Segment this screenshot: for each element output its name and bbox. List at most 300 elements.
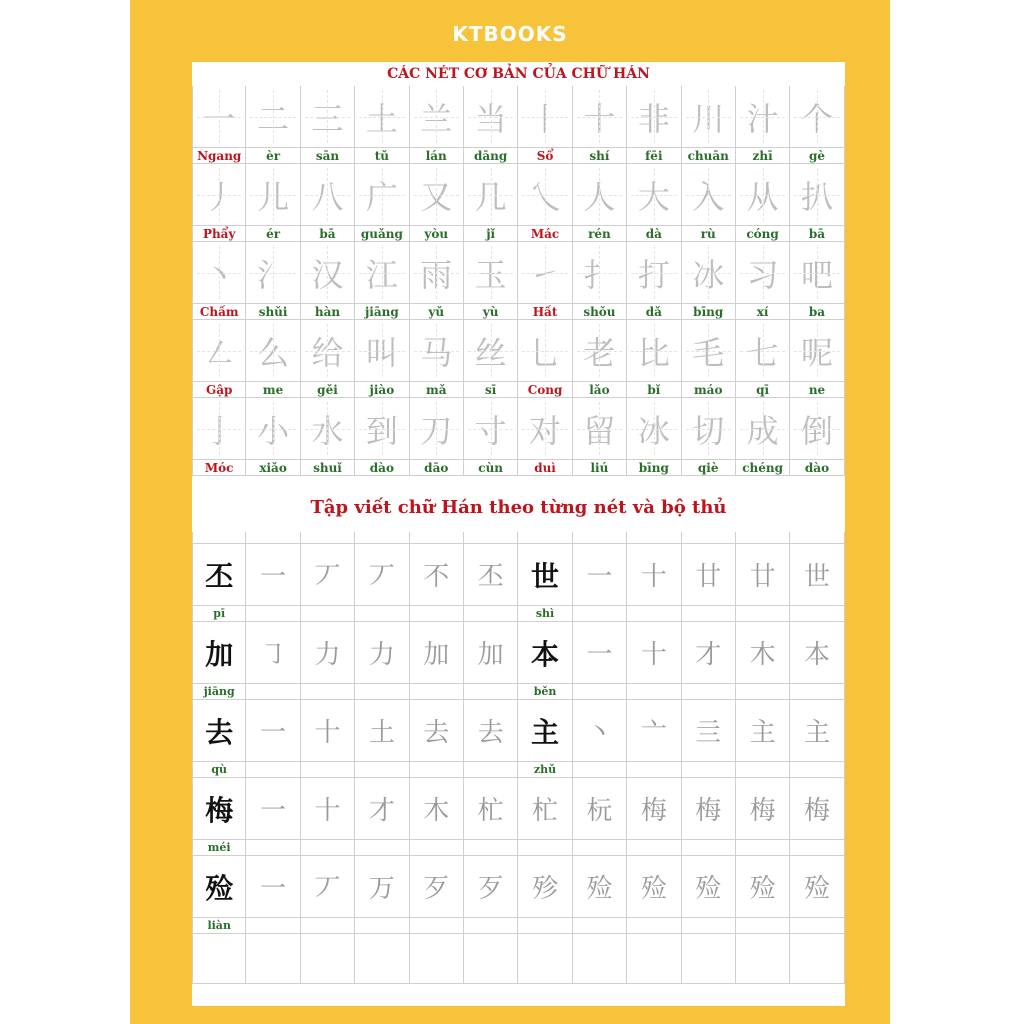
stroke-char-cell (464, 86, 518, 148)
stroke-char: 氵 (257, 255, 290, 294)
stroke-pinyin-cell (464, 460, 518, 476)
stroke-pinyin: gěi (317, 382, 338, 397)
stroke-pinyin: bā (319, 226, 336, 241)
tail-cell (627, 934, 681, 984)
stroke-char: 寸 (474, 411, 507, 450)
stroke-char: 乀 (529, 177, 562, 216)
spacer-cell (464, 532, 518, 544)
stroke-char-row (192, 164, 845, 226)
stroke-pinyin: mǎ (426, 382, 447, 397)
stroke-char-cell (573, 398, 627, 460)
spacer-cell (736, 532, 790, 544)
practice-cell (246, 544, 300, 606)
practice-cell (573, 778, 627, 840)
stroke-pinyin-cell (790, 460, 844, 476)
practice-main-char: 梅 (205, 793, 234, 827)
practice-stroke-step: 一 (260, 796, 287, 826)
stroke-pinyin: shǔi (258, 304, 288, 319)
stroke-char-cell (627, 164, 681, 226)
tail-cell (790, 934, 844, 984)
stroke-char-cell (518, 86, 572, 148)
practice-pinyin-cell (355, 606, 409, 622)
practice-cell (464, 856, 518, 918)
practice-pinyin-cell (246, 840, 300, 856)
practice-cell (246, 856, 300, 918)
tail-cell (682, 934, 736, 984)
practice-pinyin-cell (518, 762, 572, 778)
practice-cell (246, 622, 300, 684)
practice-main-char: 殓 (205, 871, 234, 905)
stroke-char: 川 (692, 99, 725, 138)
stroke-pinyin: yù (482, 304, 499, 319)
stroke-pinyin: bā (808, 226, 826, 241)
practice-pinyin-row (192, 840, 845, 856)
stroke-pinyin-cell (246, 460, 300, 476)
stroke-char-cell (355, 398, 409, 460)
stroke-pinyin-cell (246, 304, 300, 320)
stroke-pinyin: ba (808, 304, 826, 319)
practice-pinyin-cell (355, 684, 409, 700)
practice-stroke-step: 去 (423, 718, 450, 748)
stroke-pinyin-cell (627, 148, 681, 164)
stroke-pinyin: jiào (369, 382, 395, 397)
stroke-char-row (192, 242, 845, 304)
stroke-char: 江 (365, 255, 398, 294)
stroke-pinyin: Mác (530, 226, 560, 241)
stroke-pinyin-cell (736, 460, 790, 476)
stroke-char-cell (355, 242, 409, 304)
practice-pinyin-cell (410, 762, 464, 778)
stroke-char-cell (246, 242, 300, 304)
practice-stroke-step: 一 (260, 562, 287, 592)
stroke-char-cell (790, 320, 844, 382)
stroke-pinyin: dǎ (645, 304, 662, 319)
spacer-cell (627, 532, 681, 544)
stroke-pinyin: gè (808, 148, 825, 163)
stroke-char-cell (192, 242, 246, 304)
practice-pinyin-cell (246, 606, 300, 622)
practice-pinyin-cell (627, 684, 681, 700)
practice-stroke-step: 加 (477, 640, 504, 670)
practice-stroke-step: 万 (368, 874, 395, 904)
stroke-pinyin: ne (808, 382, 826, 397)
stroke-char: 儿 (257, 177, 290, 216)
practice-stroke-step: 廿 (695, 562, 722, 592)
stroke-pinyin-cell (682, 382, 736, 398)
spacer-cell (573, 532, 627, 544)
practice-pinyin-cell (192, 762, 246, 778)
stroke-pinyin: yǔ (428, 304, 445, 319)
practice-pinyin-cell (573, 918, 627, 934)
practice-cell (301, 856, 355, 918)
stroke-pinyin: sān (315, 148, 340, 163)
stroke-char-cell (464, 242, 518, 304)
stroke-char: 大 (637, 177, 670, 216)
stroke-pinyin: cóng (746, 226, 779, 241)
stroke-char-cell (246, 164, 300, 226)
practice-stroke-step: 加 (423, 640, 450, 670)
practice-pinyin-cell (246, 762, 300, 778)
stroke-char-cell (573, 242, 627, 304)
practice-main-char: 去 (205, 715, 234, 749)
stroke-char: 吧 (800, 255, 833, 294)
practice-pinyin-cell (573, 840, 627, 856)
practice-cell (410, 778, 464, 840)
practice-stroke-step: 才 (695, 640, 722, 670)
practice-pinyin-cell (192, 684, 246, 700)
practice-cell (627, 700, 681, 762)
practice-stroke-step: 不 (423, 562, 450, 592)
stroke-char: 冰 (692, 255, 725, 294)
stroke-char-cell (301, 242, 355, 304)
practice-cell (464, 700, 518, 762)
stroke-pinyin: Chấm (199, 304, 239, 319)
practice-cell (355, 622, 409, 684)
practice-pinyin-row (192, 918, 845, 934)
stroke-char: 非 (637, 99, 670, 138)
stroke-char: 丝 (474, 333, 507, 372)
stroke-char-cell (410, 398, 464, 460)
practice-pinyin-cell (518, 840, 572, 856)
practice-cell (410, 622, 464, 684)
stroke-pinyin-cell (736, 382, 790, 398)
practice-pinyin-cell (410, 918, 464, 934)
practice-cell (355, 700, 409, 762)
practice-cell (736, 856, 790, 918)
stroke-pinyin-cell (627, 304, 681, 320)
stroke-char: 丨 (529, 99, 562, 138)
stroke-char: 雨 (420, 255, 453, 294)
practice-pinyin-cell (790, 684, 844, 700)
practice-pinyin-cell (301, 684, 355, 700)
stroke-pinyin-row (192, 382, 845, 398)
practice-cell (736, 778, 790, 840)
practice-cell (682, 622, 736, 684)
practice-main-char: 本 (531, 637, 560, 671)
practice-cell (410, 700, 464, 762)
stroke-char: 一 (203, 99, 236, 138)
stroke-char: 冰 (637, 411, 670, 450)
practice-pinyin-cell (518, 684, 572, 700)
stroke-char: 人 (583, 177, 616, 216)
stroke-char: 对 (529, 411, 562, 450)
stroke-char-cell (790, 164, 844, 226)
practice-pinyin-cell (464, 684, 518, 700)
stroke-pinyin: guǎng (360, 226, 403, 241)
stroke-char-cell (464, 320, 518, 382)
stroke-char: 毛 (692, 333, 725, 372)
stroke-char: 丶 (203, 255, 236, 294)
practice-pinyin-cell (301, 606, 355, 622)
practice-pinyin-cell (682, 918, 736, 934)
spacer-cell (192, 532, 246, 544)
stroke-pinyin: bīng (638, 460, 669, 475)
practice-cell (682, 544, 736, 606)
stroke-char: 叫 (365, 333, 398, 372)
stroke-pinyin: Sổ (536, 148, 554, 163)
stroke-pinyin-cell (573, 304, 627, 320)
practice-cell (192, 622, 246, 684)
practice-stroke-step: 丆 (314, 874, 341, 904)
stroke-char: 马 (420, 333, 453, 372)
practice-cell (410, 544, 464, 606)
practice-pinyin: méi (207, 841, 231, 854)
practice-stroke-step: 殓 (586, 874, 613, 904)
stroke-char-cell (682, 320, 736, 382)
practice-pinyin-cell (682, 684, 736, 700)
stroke-char-cell (246, 398, 300, 460)
stroke-pinyin-row (192, 304, 845, 320)
stroke-char-cell (518, 242, 572, 304)
tail-cell (301, 934, 355, 984)
stroke-char: 刀 (420, 411, 453, 450)
stroke-char: 兰 (420, 99, 453, 138)
practice-pinyin-cell (518, 606, 572, 622)
practice-cell (736, 544, 790, 606)
stroke-char-cell (355, 164, 409, 226)
stroke-pinyin-cell (682, 226, 736, 242)
stroke-pinyin: Ngang (197, 148, 242, 163)
practice-cell (736, 622, 790, 684)
spacer-cell (790, 532, 844, 544)
practice-cell (790, 544, 844, 606)
practice-pinyin: jiāng (203, 685, 235, 698)
practice-pinyin-cell (192, 606, 246, 622)
practice-cell (627, 622, 681, 684)
stroke-pinyin: lán (425, 148, 447, 163)
practice-stroke-step: 十 (314, 796, 341, 826)
stroke-pinyin-cell (301, 382, 355, 398)
stroke-pinyin: dào (369, 460, 394, 475)
practice-pinyin-cell (410, 606, 464, 622)
tail-cell (573, 934, 627, 984)
stroke-char-cell (627, 86, 681, 148)
stroke-char: 扒 (800, 177, 833, 216)
stroke-char-cell (573, 164, 627, 226)
stroke-pinyin-cell (682, 148, 736, 164)
stroke-char-cell (192, 164, 246, 226)
practice-cell (790, 622, 844, 684)
practice-stroke-step: 木 (749, 640, 776, 670)
stroke-pinyin-row (192, 460, 845, 476)
stroke-pinyin-cell (355, 382, 409, 398)
stroke-char-cell (410, 320, 464, 382)
practice-cell (192, 778, 246, 840)
stroke-char-cell (573, 86, 627, 148)
spacer-cell (410, 532, 464, 544)
stroke-pinyin-cell (192, 304, 246, 320)
practice-pinyin-row (192, 606, 845, 622)
practice-stroke-step: 主 (803, 718, 830, 748)
stroke-char: 八 (311, 177, 344, 216)
practice-pinyin-cell (790, 918, 844, 934)
practice-pinyin-row (192, 762, 845, 778)
stroke-char: 乚 (529, 333, 562, 372)
practice-stroke-step: 殓 (803, 874, 830, 904)
practice-cell (573, 622, 627, 684)
stroke-char-cell (736, 320, 790, 382)
stroke-pinyin: Cong (527, 382, 563, 397)
stroke-char-row (192, 398, 845, 460)
practice-cell (627, 856, 681, 918)
section2-title: Tập viết chữ Hán theo từng nét và bộ thủ (310, 497, 727, 518)
practice-pinyin-cell (573, 606, 627, 622)
stroke-pinyin-cell (464, 226, 518, 242)
practice-stroke-step: 杧 (477, 796, 504, 826)
stroke-pinyin-cell (410, 460, 464, 476)
stroke-pinyin-cell (355, 226, 409, 242)
practice-cell (573, 544, 627, 606)
stroke-pinyin-cell (301, 226, 355, 242)
stroke-pinyin: lǎo (589, 382, 610, 397)
stroke-pinyin-cell (736, 304, 790, 320)
practice-cell (518, 700, 572, 762)
stroke-pinyin: dāng (474, 148, 508, 163)
practice-cell (518, 778, 572, 840)
stroke-pinyin-row (192, 148, 845, 164)
stroke-char-cell (301, 164, 355, 226)
stroke-pinyin-cell (573, 382, 627, 398)
practice-stroke-step: 一 (586, 562, 613, 592)
stroke-pinyin-cell (355, 148, 409, 164)
practice-row (192, 544, 845, 606)
practice-stroke-step: 一 (586, 640, 613, 670)
stroke-char-cell (736, 398, 790, 460)
practice-pinyin-cell (301, 918, 355, 934)
stroke-pinyin: bīng (693, 304, 724, 319)
stroke-pinyin-cell (682, 304, 736, 320)
stroke-char-cell (246, 320, 300, 382)
stroke-char-cell (790, 86, 844, 148)
practice-cell (246, 778, 300, 840)
practice-stroke-step: 梅 (640, 796, 667, 826)
stroke-pinyin-cell (518, 148, 572, 164)
practice-row (192, 778, 845, 840)
practice-cell (192, 856, 246, 918)
stroke-char: 丿 (203, 177, 236, 216)
stroke-char: 几 (474, 177, 507, 216)
practice-pinyin-cell (736, 606, 790, 622)
practice-stroke-step: 梅 (803, 796, 830, 826)
practice-stroke-step: 杬 (586, 796, 613, 826)
stroke-char-cell (736, 86, 790, 148)
stroke-char-cell (790, 242, 844, 304)
practice-pinyin-cell (464, 762, 518, 778)
stroke-char-cell (627, 398, 681, 460)
practice-cell (464, 622, 518, 684)
stroke-char: 呢 (800, 333, 833, 372)
stroke-char-cell (518, 398, 572, 460)
stroke-pinyin-cell (410, 382, 464, 398)
practice-cell (790, 778, 844, 840)
practice-pinyin-row (192, 684, 845, 700)
practice-main-char: 丕 (205, 559, 234, 593)
stroke-pinyin: Hất (532, 304, 558, 319)
practice-cell (736, 700, 790, 762)
stroke-pinyin-cell (790, 304, 844, 320)
stroke-pinyin: shuǐ (313, 460, 342, 475)
practice-stroke-step: 去 (477, 718, 504, 748)
practice-stroke-step: 一 (260, 718, 287, 748)
stroke-pinyin: cùn (478, 460, 504, 475)
stroke-pinyin-cell (736, 226, 790, 242)
stroke-char: 从 (746, 177, 779, 216)
practice-tail-row (192, 934, 845, 984)
stroke-char-cell (410, 242, 464, 304)
practice-grid (192, 532, 845, 984)
stroke-pinyin: zhī (752, 148, 773, 163)
stroke-pinyin: fēi (645, 148, 663, 163)
practice-pinyin: zhǔ (533, 763, 557, 776)
stroke-pinyin: bǐ (647, 382, 661, 397)
stroke-pinyin: liú (590, 460, 609, 475)
practice-pinyin-cell (736, 762, 790, 778)
practice-cell (410, 856, 464, 918)
stroke-char-cell (355, 86, 409, 148)
stroke-pinyin: tǔ (374, 148, 389, 163)
stroke-char-cell (246, 86, 300, 148)
stroke-char: 倒 (800, 411, 833, 450)
stroke-char-cell (736, 164, 790, 226)
practice-cell (301, 700, 355, 762)
stroke-char: 当 (474, 99, 507, 138)
practice-pinyin-cell (410, 840, 464, 856)
practice-cell (355, 778, 409, 840)
spacer-cell (246, 532, 300, 544)
stroke-char-cell (518, 164, 572, 226)
practice-cell (518, 856, 572, 918)
stroke-pinyin-cell (246, 148, 300, 164)
stroke-char: 入 (692, 177, 725, 216)
practice-cell (627, 544, 681, 606)
stroke-char-cell (682, 164, 736, 226)
practice-stroke-step: 歹 (477, 874, 504, 904)
spacer-cell (682, 532, 736, 544)
stroke-pinyin-cell (790, 226, 844, 242)
stroke-char: 汁 (746, 99, 779, 138)
practice-pinyin-cell (355, 918, 409, 934)
practice-cell (573, 856, 627, 918)
stroke-char-row (192, 320, 845, 382)
stroke-pinyin-cell (518, 304, 572, 320)
stroke-char-cell (682, 398, 736, 460)
practice-stroke-step: 亖 (695, 718, 722, 748)
stroke-pinyin-row (192, 226, 845, 242)
stroke-pinyin-cell (192, 460, 246, 476)
practice-stroke-step: ㇆ (260, 640, 287, 670)
stroke-char-cell (627, 242, 681, 304)
strokes-grid (192, 86, 845, 476)
stroke-pinyin-cell (736, 148, 790, 164)
stroke-char: 亅 (203, 411, 236, 450)
practice-cell (301, 544, 355, 606)
practice-stroke-step: 亠 (640, 718, 667, 748)
stroke-char-cell (301, 320, 355, 382)
practice-stroke-step: 殓 (749, 874, 776, 904)
stroke-char: 留 (583, 411, 616, 450)
stroke-char-cell (192, 398, 246, 460)
stroke-pinyin: shí (589, 148, 610, 163)
stroke-char: 个 (800, 99, 833, 138)
practice-stroke-step: 木 (423, 796, 450, 826)
practice-stroke-step: 才 (368, 796, 395, 826)
practice-stroke-step: 力 (368, 640, 395, 670)
practice-stroke-step: 丆 (314, 562, 341, 592)
practice-cell (464, 544, 518, 606)
stroke-pinyin-cell (246, 226, 300, 242)
tail-cell (464, 934, 518, 984)
stroke-pinyin: jǐ (486, 226, 496, 241)
